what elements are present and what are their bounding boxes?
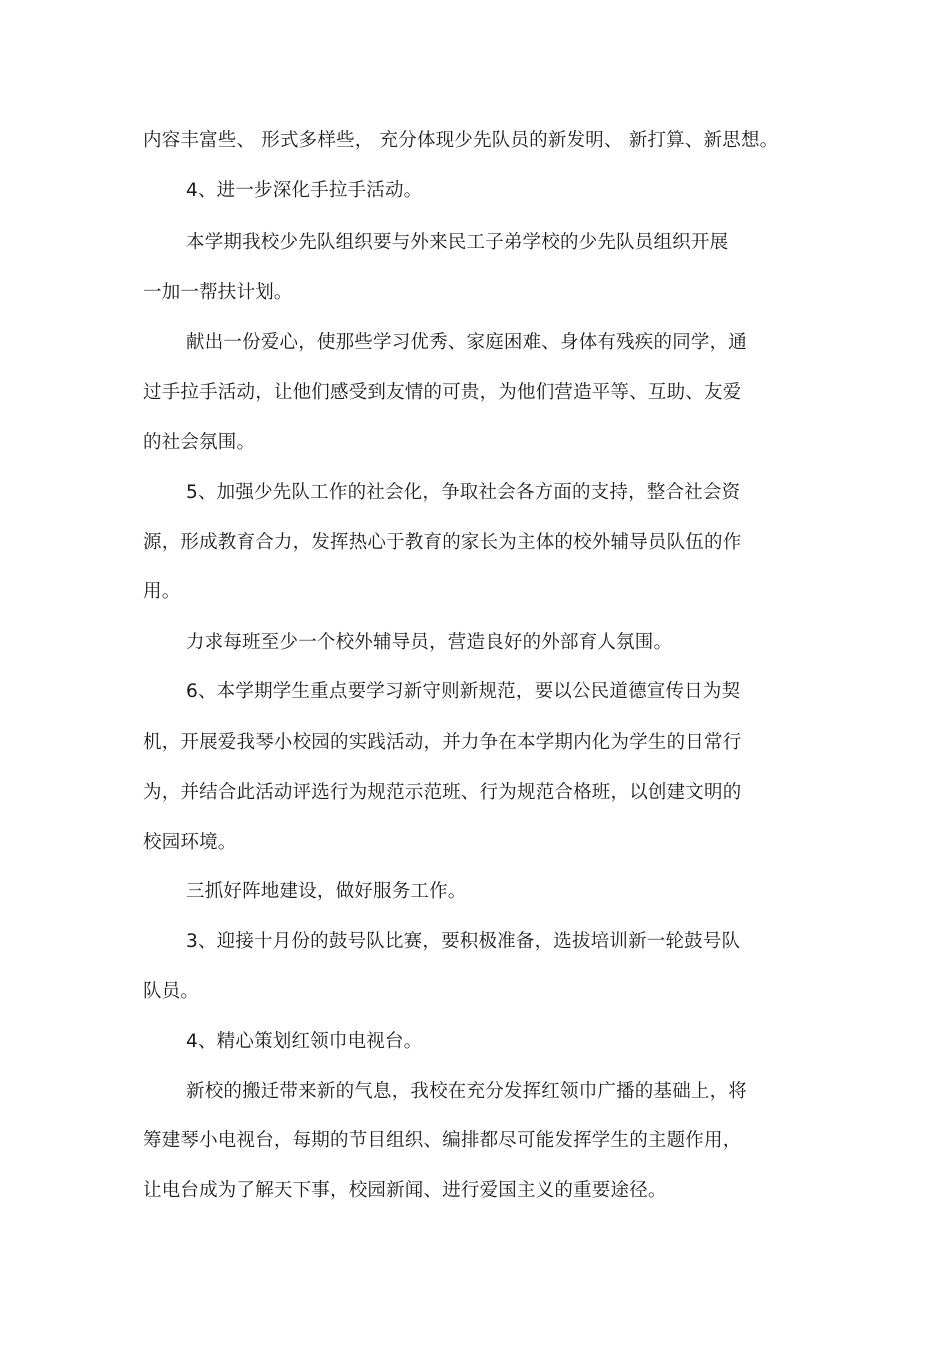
text-line: 源，形成教育合力，发挥热心于教育的家长为主体的校外辅导员队伍的作: [143, 532, 742, 553]
section-heading: 4、进一步深化手拉手活动。: [186, 180, 423, 201]
text-line: 过手拉手活动，让他们感受到友情的可贵，为他们营造平等、互助、友爱: [143, 382, 742, 403]
section-heading: 4、精心策划红领巾电视台。: [186, 1031, 423, 1052]
text-line: 一加一帮扶计划。: [143, 282, 293, 303]
text-line: 献出一份爱心，使那些学习优秀、家庭困难、身体有残疾的同学，通: [186, 332, 748, 353]
text-line: 新校的搬迁带来新的气息，我校在充分发挥红领巾广播的基础上，将: [186, 1081, 748, 1102]
section-heading: 5、加强少先队工作的社会化，争取社会各方面的支持，整合社会资: [186, 482, 741, 503]
section-heading: 三抓好阵地建设，做好服务工作。: [186, 881, 467, 902]
text-line: 筹建琴小电视台，每期的节目组织、编排都尽可能发挥学生的主题作用，: [143, 1130, 742, 1151]
text-line: 为，并结合此活动评选行为规范示范班、行为规范合格班，以创建文明的: [143, 782, 742, 803]
text-line: 内容丰富些、 形式多样些， 充分体现少先队员的新发明、 新打算、新思想。: [143, 130, 779, 151]
text-line: 机，开展爱我琴小校园的实践活动，并力争在本学期内化为学生的日常行: [143, 732, 742, 753]
text-line: 队员。: [143, 981, 200, 1002]
text-line: 校园环境。: [143, 832, 237, 853]
text-line: 让电台成为了解天下事，校园新闻、进行爱国主义的重要途径。: [143, 1180, 667, 1201]
text-line: 用。: [143, 581, 181, 602]
text-line: 本学期我校少先队组织要与外来民工子弟学校的少先队员组织开展: [186, 232, 729, 253]
section-heading: 3、迎接十月份的鼓号队比赛，要积极准备，选拔培训新一轮鼓号队: [186, 931, 741, 952]
section-heading: 6、本学期学生重点要学习新守则新规范，要以公民道德宣传日为契: [186, 681, 741, 702]
text-line: 的社会氛围。: [143, 432, 256, 453]
text-line: 力求每班至少一个校外辅导员，营造良好的外部育人氛围。: [186, 632, 673, 653]
